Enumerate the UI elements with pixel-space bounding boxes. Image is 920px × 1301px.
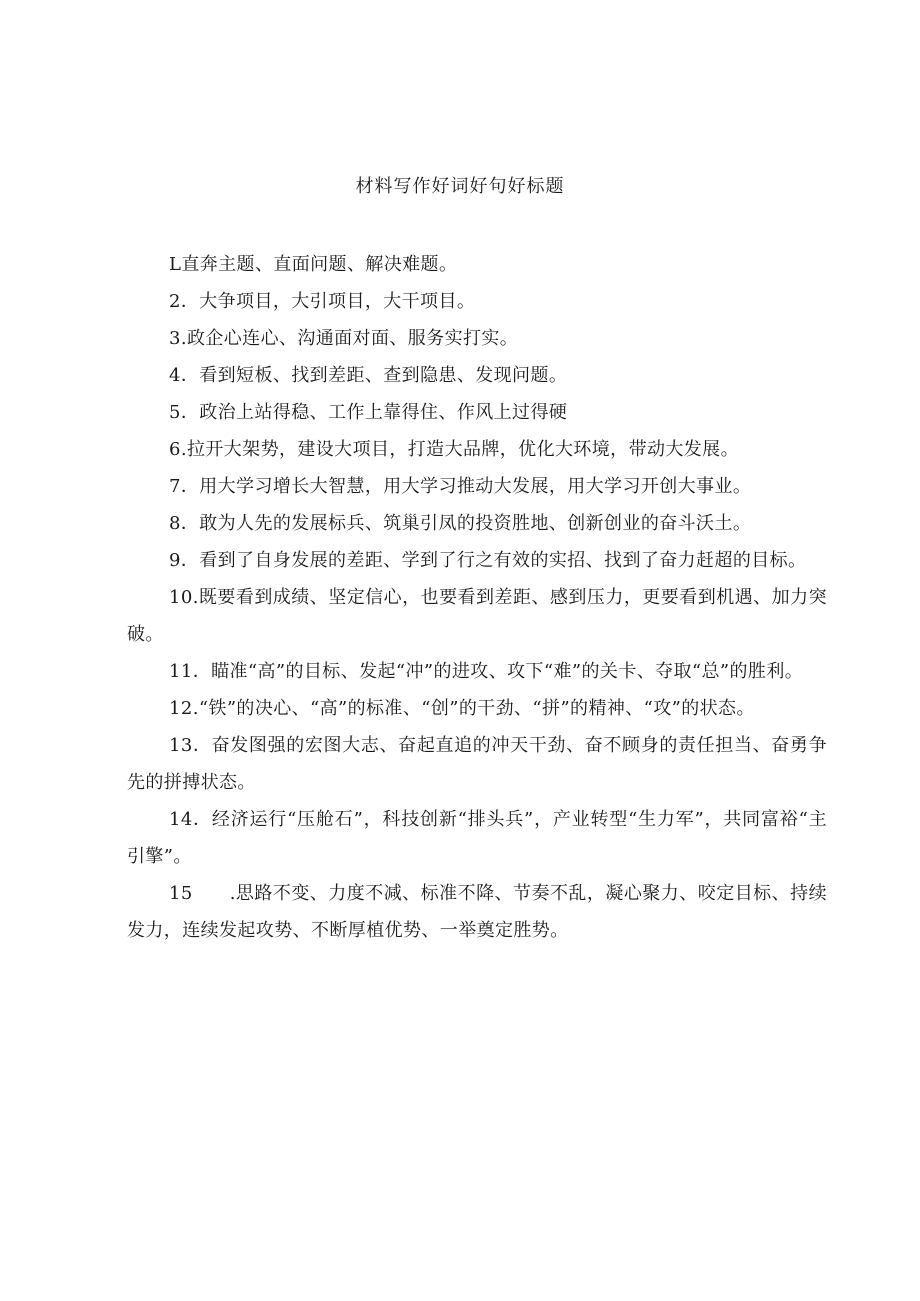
list-item: 14．经济运行“压舱石”，科技创新“排头兵”，产业转型“生力军”，共同富裕“主引擎”。	[127, 809, 827, 867]
list-item: 6.拉开大架势，建设大项目，打造大品牌，优化大环境，带动大发展。	[169, 439, 739, 460]
list-item: L直奔主题、直面问题、解决难题。	[169, 254, 458, 275]
list-item: 4．看到短板、找到差距、查到隐患、发现问题。	[169, 365, 568, 386]
list-item: 12.“铁”的决心、“高”的标准、“创”的干劲、“拼”的精神、“攻”的状态。	[169, 698, 755, 719]
list-item: 3.政企心连心、沟通面对面、服务实打实。	[169, 328, 519, 349]
list-item: 13．奋发图强的宏图大志、奋起直追的冲天干劲、奋不顾身的责任担当、奋勇争先的拼搏状态。	[127, 735, 827, 793]
list-item: 8．敢为人先的发展标兵、筑巢引凤的投资胜地、创新创业的奋斗沃土。	[169, 513, 752, 534]
list-item: 15 .思路不变、力度不减、标准不降、节奏不乱，凝心聚力、咬定目标、持续发力，连续发起攻势、不断厚植优势、一举奠定胜势。	[127, 883, 827, 941]
list-item: 9．看到了自身发展的差距、学到了行之有效的实招、找到了奋力赶超的目标。	[169, 550, 807, 571]
list-item: 7．用大学习增长大智慧，用大学习推动大发展，用大学习开创大事业。	[169, 476, 752, 497]
document-title: 材料写作好词好句好标题	[355, 176, 565, 197]
phrase-list	[127, 246, 827, 949]
list-item: 5．政治上站得稳、工作上靠得住、作风上过得硬	[169, 402, 568, 423]
list-item: 10.既要看到成绩、坚定信心，也要看到差距、感到压力，更要看到机遇、加力突破。	[127, 587, 827, 645]
list-item: 11．瞄准“高”的目标、发起“冲”的进攻、攻下“难”的关卡、夺取“总”的胜利。	[169, 661, 804, 682]
list-item: 2．大争项目，大引项目，大干项目。	[169, 291, 476, 312]
